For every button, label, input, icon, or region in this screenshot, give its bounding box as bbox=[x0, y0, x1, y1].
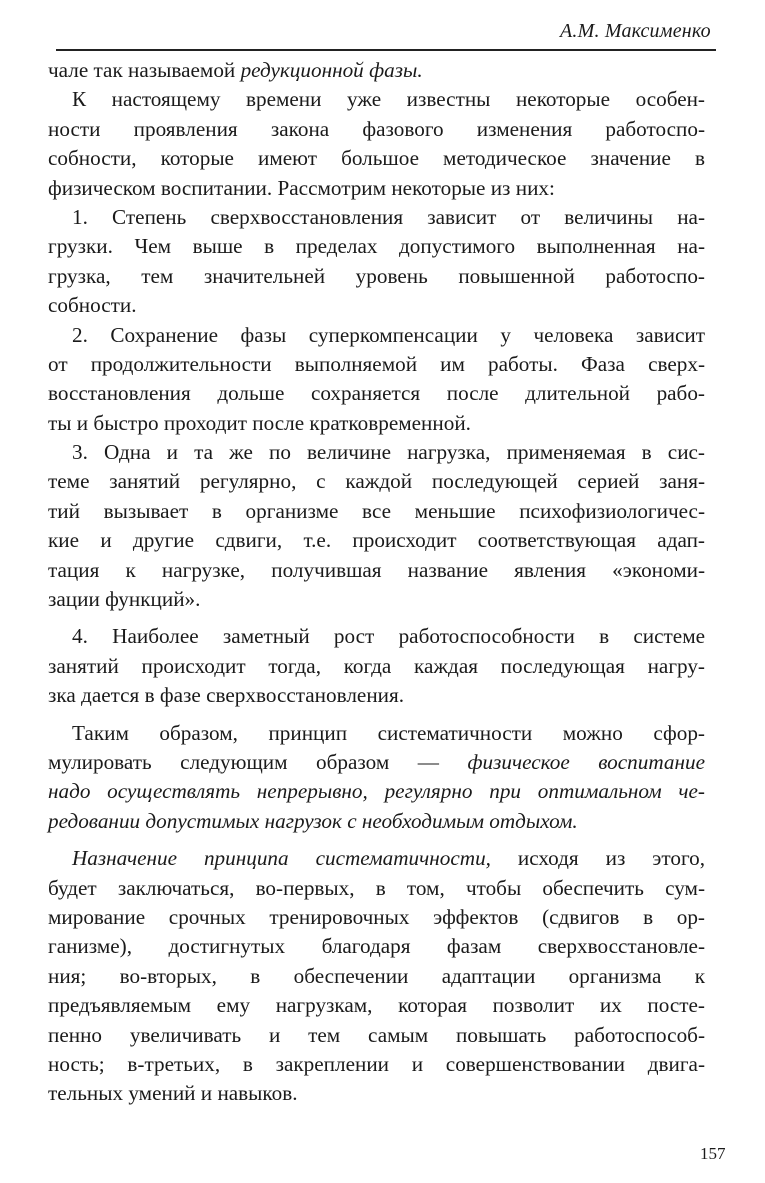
text-line: К настоящему времени уже известны некоторые особен- bbox=[72, 87, 705, 112]
text-line: ния; во-вторых, в обеспечении адаптации организма к bbox=[48, 963, 705, 988]
text-line: тий вызывает в организме все меньшие психофизиологичес- bbox=[48, 498, 705, 523]
text-line: 3. Одна и та же по величине нагрузка, применяемая в сис- bbox=[72, 440, 705, 465]
text-line: тельных умений и навыков. bbox=[48, 1081, 298, 1106]
text-line: восстановления дольше сохраняется после длительной рабо- bbox=[48, 381, 705, 406]
text-line: чале так называемой редукционной фазы. bbox=[48, 58, 423, 82]
running-head-author: А.М. Максименко bbox=[560, 20, 711, 42]
text-line: от продолжительности выполняемой им работы. Фаза сверх- bbox=[48, 351, 705, 376]
text-line: Назначение принципа систематичности, исходя из этого, bbox=[72, 846, 705, 871]
text-line: надо осуществлять непрерывно, регулярно при оптимальном че- bbox=[48, 779, 705, 804]
text-line: будет заключаться, во-первых, в том, чтобы обеспечить сум- bbox=[48, 875, 705, 900]
text-line: мулировать следующим образом — физическое воспитание bbox=[48, 749, 705, 774]
text-line: кие и другие сдвиги, т.е. происходит соответствующая адап- bbox=[48, 528, 705, 553]
text-line: зка дается в фазе сверхвосстановления. bbox=[48, 683, 405, 708]
text-line: мирование срочных тренировочных эффектов (сдвигов в ор- bbox=[48, 904, 705, 929]
text-line: Таким образом, принцип систематичности можно сфор- bbox=[72, 720, 705, 745]
text-line: физическом воспитании. Рассмотрим некоторые из них: bbox=[48, 175, 555, 200]
text-line: тация к нагрузке, получившая название явления «экономи- bbox=[48, 557, 705, 582]
text-line: зации функций». bbox=[48, 587, 201, 612]
text-line: редовании допустимых нагрузок с необходимым отдыхом. bbox=[48, 808, 578, 833]
text-line: ности проявления закона фазового изменения работоспо- bbox=[48, 116, 705, 141]
header-rule bbox=[56, 49, 716, 51]
text-line: собности. bbox=[48, 293, 137, 318]
text-line: 4. Наиболее заметный рост работоспособности в системе bbox=[72, 624, 705, 649]
page-number: 157 bbox=[700, 1144, 726, 1163]
text-line: 1. Степень сверхвосстановления зависит от величины на- bbox=[72, 204, 705, 229]
text-line: 2. Сохранение фазы суперкомпенсации у человека зависит bbox=[72, 322, 705, 347]
text-line: грузки. Чем выше в пределах допустимого выполненная на- bbox=[48, 234, 705, 259]
text-line: занятий происходит тогда, когда каждая последующая нагру- bbox=[48, 653, 705, 678]
text-line: ность; в-третьих, в закреплении и совершенствовании двига- bbox=[48, 1051, 705, 1076]
text-line: грузка, тем значительней уровень повышенной работоспо- bbox=[48, 263, 705, 288]
text-line: ты и быстро проходит после кратковременной. bbox=[48, 410, 471, 435]
text-line: собности, которые имеют большое методическое значение в bbox=[48, 146, 705, 171]
text-line: теме занятий регулярно, с каждой последующей серией заня- bbox=[48, 469, 705, 494]
text-line: пенно увеличивать и тем самым повышать работоспособ- bbox=[48, 1022, 705, 1047]
body-text bbox=[48, 56, 705, 1109]
text-line: ганизме), достигнутых благодаря фазам сверхвосстановле- bbox=[48, 934, 705, 959]
text-line: предъявляемым ему нагрузкам, которая позволит их посте- bbox=[48, 993, 705, 1018]
